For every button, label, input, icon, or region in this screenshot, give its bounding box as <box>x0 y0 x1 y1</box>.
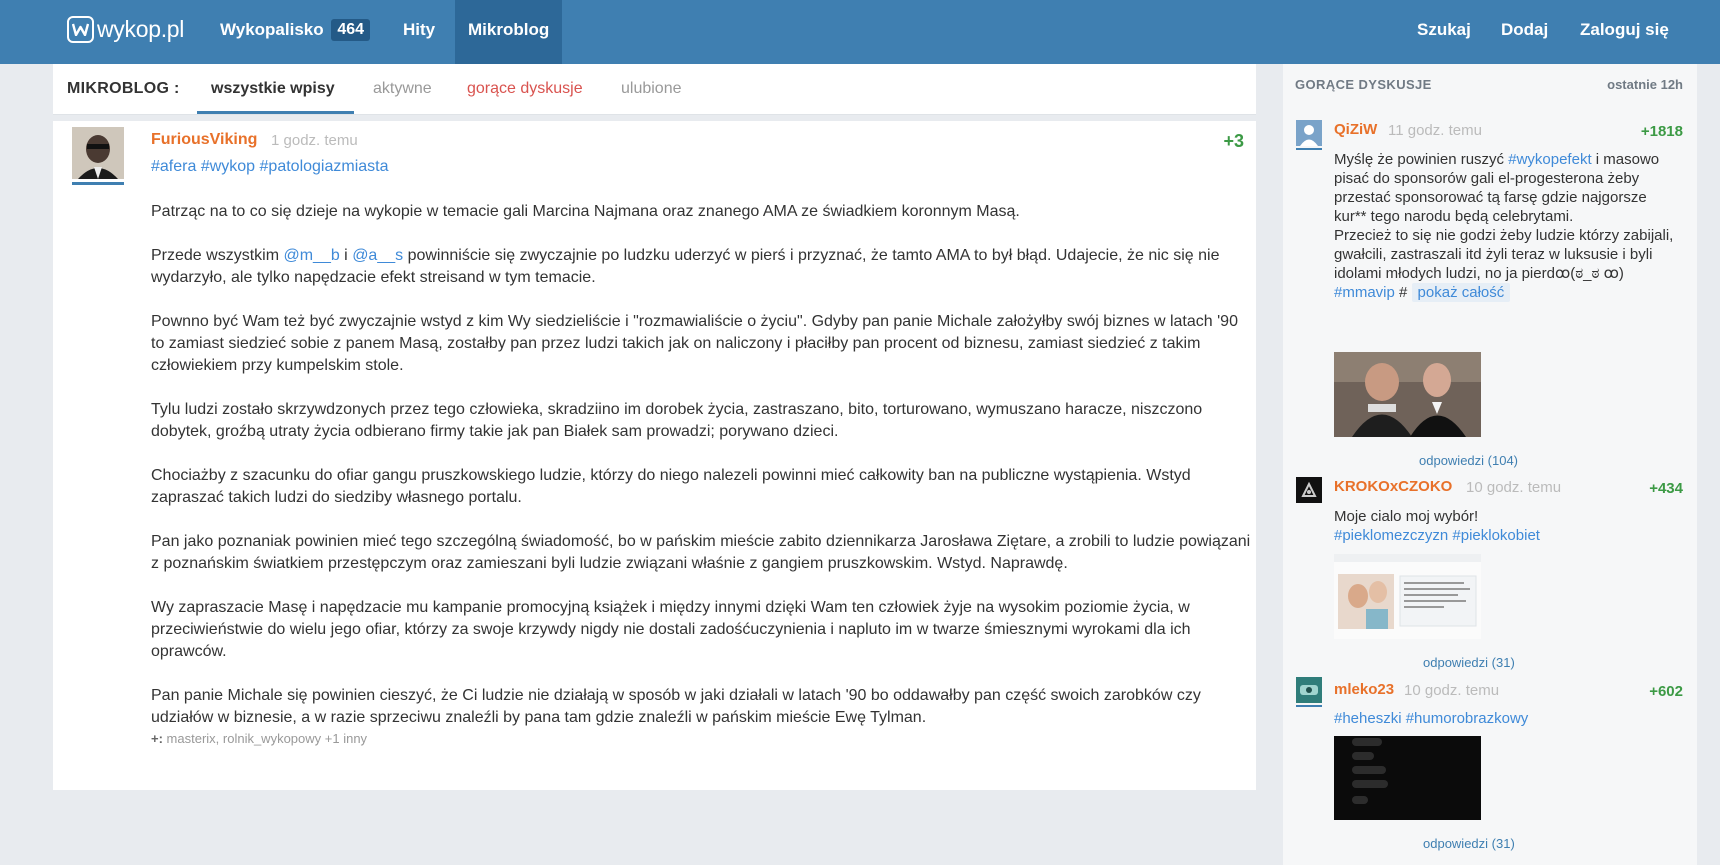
mikroblog-subnav <box>53 64 1256 115</box>
tag-link[interactable]: #pieklomezczyzn <box>1334 527 1449 544</box>
nav-login[interactable]: Zaloguj się <box>1580 20 1669 39</box>
upvoters-prefix: +: <box>151 731 163 746</box>
nav-wykopalisko-label: Wykopalisko <box>220 20 324 39</box>
entry-author[interactable]: QiZiW <box>1334 121 1378 138</box>
avatar-underline <box>1296 148 1322 150</box>
nav-mikroblog[interactable]: Mikroblog <box>455 0 562 64</box>
tab-hot-discussions[interactable]: gorące dyskusje <box>467 80 583 97</box>
wykop-logo[interactable] <box>67 16 184 43</box>
avatar[interactable] <box>72 127 124 179</box>
tag-link[interactable]: #pieklokobiet <box>1452 527 1540 544</box>
nav-search[interactable]: Szukaj <box>1417 20 1471 39</box>
hot-discussions-sidebar <box>1283 64 1697 865</box>
entry-image[interactable] <box>1334 736 1481 820</box>
tag-link[interactable]: #wykopefekt <box>1508 151 1592 168</box>
sidebar-period[interactable]: ostatnie 12h <box>1607 77 1683 92</box>
entry-vote-count[interactable]: +434 <box>1649 480 1683 497</box>
text-fragment: i <box>339 247 353 264</box>
text-fragment: # <box>1399 284 1408 301</box>
text-fragment: Przede wszystkim <box>151 247 284 264</box>
tag-link[interactable]: #patologiazmiasta <box>259 158 389 175</box>
logo-text: wykop.pl <box>97 16 185 42</box>
tag-link[interactable]: #humorobrazkowy <box>1405 710 1529 727</box>
user-mention[interactable]: @m__b <box>283 247 340 264</box>
nav-add[interactable]: Dodaj <box>1501 20 1549 39</box>
tag-link[interactable]: #mmavip <box>1334 284 1395 301</box>
post-paragraph: Pan jako poznaniak powinien mieć tego szczególną świadomość, bo w pańskim mieście zabito dziennikarza Jarosława Ziętare, a zrobili to ludzie powiązani z poznańskim światkiem przestępczym oraz zamieszani byli ludzie związani właśnie z gangiem pruszkowskim. Wstyd. Naprawdę. <box>151 533 1251 572</box>
post-paragraph: Pan panie Michale się powinien cieszyć, że Ci ludzie nie działają w sposób w jaki działali w latach '90 bo oddawałby pan część swoich zarobków czy udziałów w biznesie, a w razie sprzeciwu znaleźli by pana tam gdzie znaleźli w pańskim mieście Ewę Tylman. <box>151 687 1201 726</box>
avatar[interactable] <box>1296 477 1322 503</box>
entry-vote-count[interactable]: +602 <box>1649 683 1683 700</box>
entry-image[interactable] <box>1334 554 1481 639</box>
tag-link[interactable]: #heheszki <box>1334 710 1402 727</box>
upvoters-names[interactable]: masterix, rolnik_wykopowy +1 inny <box>166 731 368 746</box>
tab-favorites[interactable]: ulubione <box>621 80 682 97</box>
subnav-label: MIKROBLOG : <box>67 80 180 97</box>
microblog-entry <box>53 121 1256 790</box>
entry-author[interactable]: mleko23 <box>1334 681 1395 698</box>
wykopalisko-count-badge: 464 <box>331 19 370 41</box>
entry-time: 11 godz. temu <box>1388 122 1482 139</box>
user-mention[interactable]: @a__s <box>352 247 404 264</box>
avatar[interactable] <box>1296 677 1322 703</box>
upvoters-list <box>151 731 367 746</box>
post-paragraph: Wy zapraszacie Masę i napędzacie mu kampanie promocyjną książek i między innymi dzięki Wam ten człowiek żyje na wysokim poziomie życia, w przeciwieństwie do wielu jego ofiar, którzy za swoje krzywdy nigdy nie dostali zadośćuczynienia i napluto im w twarze śmiesznymi wyrokami dla ich oprawców. <box>151 599 1191 660</box>
wykop-logo-icon <box>67 16 94 43</box>
avatar-underline <box>1296 705 1322 707</box>
active-tab-indicator <box>197 111 354 114</box>
text-fragment: i masowo pisać do sponsorów gali el-progesterona żeby przestać sponsorować tą farsę gdzie najgorsze kur** tego narodu będą celebrytami. <box>1334 151 1660 225</box>
replies-link[interactable]: odpowiedzi (104) <box>1419 453 1519 468</box>
post-paragraph: Chociażby z szacunku do ofiar gangu pruszkowskiego ludzie, którzy do niego nalezeli powinni mieć całkowity ban na publiczne wystąpienia. Wstyd zapraszać takich ludzi do siedziby własnego portalu. <box>151 467 1191 506</box>
sidebar-title: GORĄCE DYSKUSJE <box>1295 77 1432 92</box>
top-navigation-bar <box>0 0 1720 64</box>
post-vote-count[interactable]: +3 <box>1223 131 1244 151</box>
entry-text <box>1334 150 1674 302</box>
text-fragment: Moje cialo moj wybór! <box>1334 508 1479 525</box>
show-more-button[interactable]: pokaż całość <box>1412 283 1511 302</box>
post-paragraph: Patrząc na to co się dzieje na wykopie w temacie gali Marcina Najmana oraz znanego AMA ze świadkiem koronnym Masą. <box>151 203 1020 220</box>
tag-link[interactable]: #wykop <box>200 158 256 175</box>
entry-image[interactable] <box>1334 352 1481 437</box>
post-tags <box>151 158 389 176</box>
tab-active[interactable]: aktywne <box>373 80 432 97</box>
tab-all-entries[interactable]: wszystkie wpisy <box>211 80 335 97</box>
post-paragraph: Pownno być Wam też być zwyczajnie wstyd z kim Wy siedzieliście i "rozmawialiście o życiu". Gdyby pan panie Michale założyłby swój biznes w latach '90 to zamiast siedzieć sobie z panem Masą, zostałby pan przez ludzi takich jak on naliczony i płaciłby pan procent od biznesu, zamiast siedzieć z takim człowiekiem przy kumpelskim stole. <box>151 313 1238 374</box>
entry-text <box>1334 507 1674 545</box>
entry-vote-count[interactable]: +1818 <box>1640 123 1683 140</box>
post-paragraph: Tylu ludzi zostało skrzywdzonych przez tego człowieka, skradziino im dorobek życia, zastraszano, bito, torturowano, wymuszano haracze, niszczono dobytek, groźbą utraty życia odbierano firmy takie jak pan Białek sam prowadzi; porywano dzieci. <box>151 401 1203 440</box>
entry-time: 10 godz. temu <box>1404 682 1500 699</box>
text-fragment: Myślę że powinien ruszyć <box>1334 151 1509 168</box>
tag-link[interactable]: #afera <box>151 158 197 175</box>
post-author[interactable]: FuriousViking <box>151 131 258 148</box>
entry-time: 10 godz. temu <box>1466 479 1562 496</box>
post-time: 1 godz. temu <box>271 132 358 149</box>
replies-link[interactable]: odpowiedzi (31) <box>1423 836 1515 851</box>
post-body <box>151 201 1251 751</box>
avatar-underline <box>72 182 124 185</box>
text-fragment: Przecież to się nie godzi żeby ludzie którzy zabijali, gwałcili, zastraszali itd żyli teraz w luksusie i byli idolami młodych ludzi, no ja pierdꝏ(ಠ_ಠ ꝏ) <box>1334 227 1674 282</box>
nav-wykopalisko[interactable] <box>220 0 370 64</box>
entry-text <box>1334 709 1674 728</box>
nav-hity[interactable]: Hity <box>403 20 436 39</box>
text-fragment: powinniście się zwyczajnie po ludzku uderzyć w pierś i przyznać, że tamto AMA to był błąd. Udajecie, że nic się nie wydarzyło, ale tylko napędzacie efekt streisand w tym temacie. <box>151 247 1220 286</box>
avatar[interactable] <box>1296 120 1322 146</box>
replies-link[interactable]: odpowiedzi (31) <box>1423 655 1515 670</box>
post-paragraph <box>151 245 1251 289</box>
entry-author[interactable]: KROKOxCZOKO <box>1334 478 1453 495</box>
